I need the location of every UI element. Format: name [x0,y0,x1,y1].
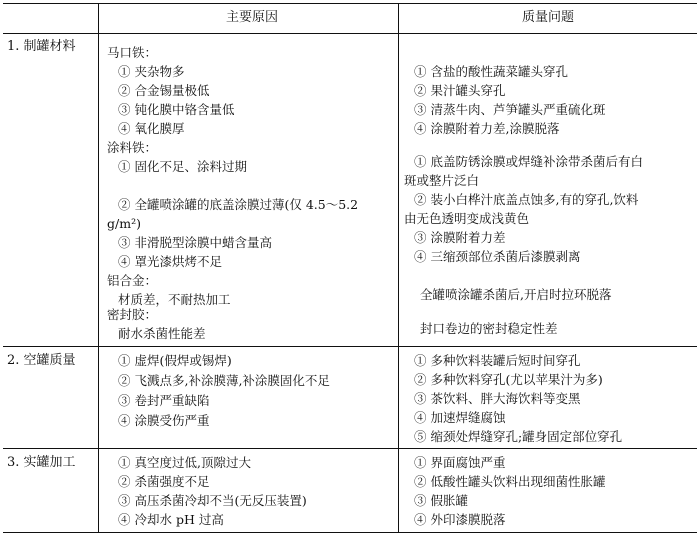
category-label: 2. 空罐质量 [7,353,76,368]
issue-item: 封口卷边的密封稳定性差 [420,321,558,336]
reason-item: ① 虚焊(假焊或锡焊) [118,353,232,368]
reason-item: 耐水杀菌性能差 [118,326,206,341]
reason-item: ② 合金锡量极低 [118,83,210,98]
issue-item: ④ 外印漆膜脱落 [414,512,506,527]
reason-item: ③ 高压杀菌冷却不当(无反压装置) [118,493,307,508]
reason-item: ① 真空度过低,顶隙过大 [118,455,251,470]
header-issues: 质量问题 [522,10,575,25]
reason-item: ③ 非滑脱型涂膜中蜡含量高 [118,235,272,250]
issue-item: ① 底盖防锈涂膜或焊缝补涂带杀菌后有白 [414,154,643,169]
reason-item: 铝合金： [107,273,158,288]
issue-item: ① 多种饮料装罐后短时间穿孔 [414,353,581,368]
issue-item: 斑或整片泛白 [404,173,480,188]
reason-item: 材质差，不耐热加工 [118,292,231,307]
section-divider-2 [3,448,697,449]
reason-item: 涂料铁： [107,140,158,155]
issue-item: ③ 涂膜附着力差 [414,230,506,245]
reason-item: ② 全罐喷涂罐的底盖涂膜过薄(仅 4.5～5.2 [118,197,359,212]
category-label: 1. 制罐材料 [7,39,76,54]
column-divider-1 [98,3,99,533]
table-top-border [3,3,697,4]
reason-item: ③ 钝化膜中铬含量低 [118,102,235,117]
issue-item: ② 低酸性罐头饮料出现细菌性胀罐 [414,474,606,489]
issue-item: ① 界面腐蚀严重 [414,455,506,470]
issue-item: ① 含盐的酸性蔬菜罐头穿孔 [414,64,568,79]
reason-item: ④ 氧化膜厚 [118,121,185,136]
reason-item: 马口铁： [107,45,158,60]
issue-item: ② 果汁罐头穿孔 [414,83,506,98]
table-bottom-border [3,532,697,533]
issue-item: 由无色透明变成浅黄色 [404,211,530,226]
issue-item: ② 多种饮料穿孔(尤以苹果汁为多) [414,372,603,387]
reason-item: ① 固化不足、涂料过期 [118,159,247,174]
issue-item: ③ 清蒸牛肉、芦笋罐头严重硫化斑 [414,102,606,117]
issue-item: ④ 涂膜附着力差,涂膜脱落 [414,121,560,136]
reason-item: ④ 罩光漆烘烤不足 [118,254,222,269]
issue-item: ⑤ 缩颈处焊缝穿孔;罐身固定部位穿孔 [414,429,623,444]
column-divider-2 [398,3,399,533]
issue-item: ④ 加速焊缝腐蚀 [414,410,506,425]
header-divider [3,33,697,34]
reason-item: 密封胶： [107,307,158,322]
section-divider-1 [3,346,697,347]
issue-item: ③ 茶饮料、胖大海饮料等变黑 [414,391,581,406]
reason-item: ② 飞溅点多,补涂膜薄,补涂膜固化不足 [118,373,330,388]
issue-item: ② 装小白桦汁底盖点蚀多,有的穿孔,饮料 [414,192,639,207]
reason-item: ② 杀菌强度不足 [118,474,210,489]
header-reasons: 主要原因 [226,10,279,25]
category-label: 3. 实罐加工 [7,455,76,470]
reason-item: ① 夹杂物多 [118,64,185,79]
reason-item: ④ 涂膜受伤严重 [118,413,210,428]
issue-item: ④ 三缩颈部位杀菌后漆膜剥离 [414,249,581,264]
reason-item: g/m²) [107,216,141,231]
reason-item: ④ 冷却水 pH 过高 [118,512,224,527]
issue-item: ③ 假胀罐 [414,493,468,508]
reason-item: ③ 卷封严重缺陷 [118,393,210,408]
issue-item: 全罐喷涂罐杀菌后,开启时拉环脱落 [420,287,612,302]
